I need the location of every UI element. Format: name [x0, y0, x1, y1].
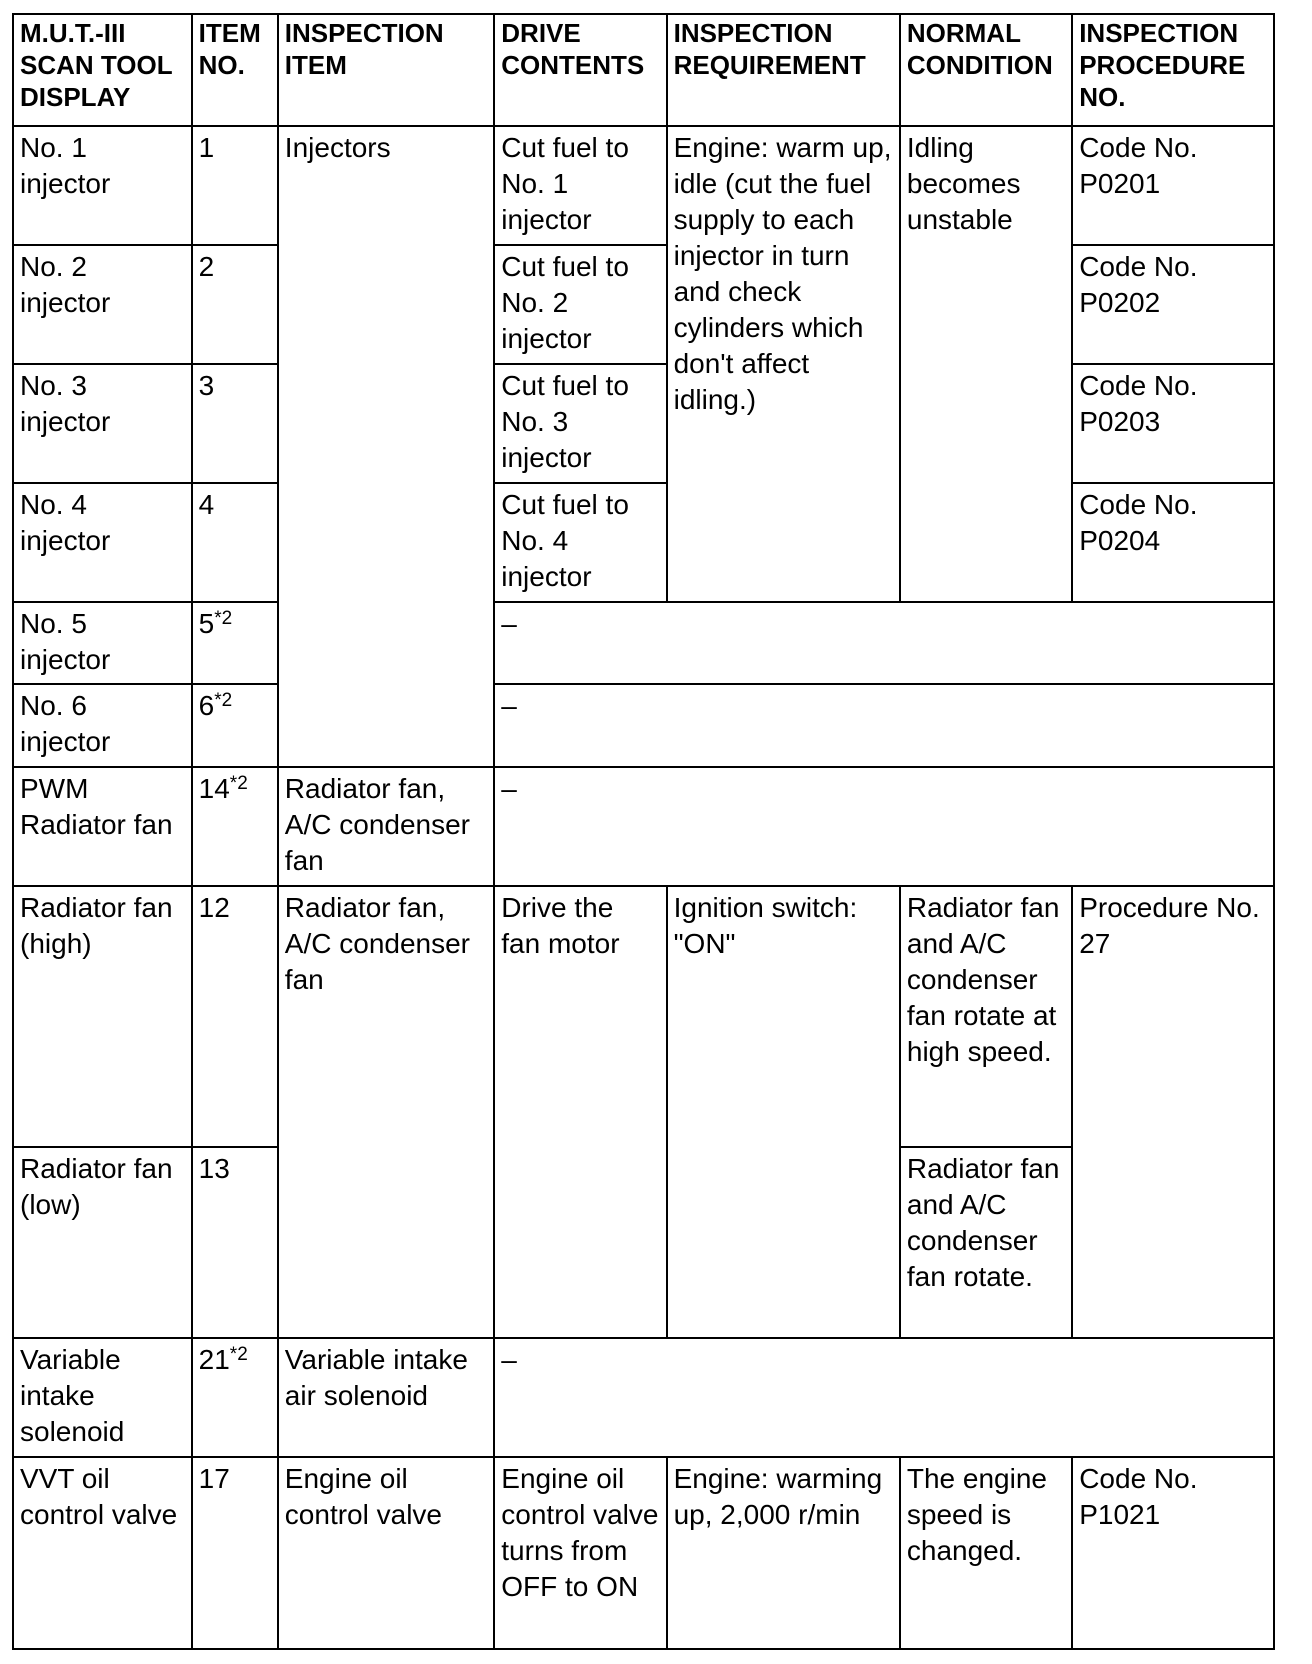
item-no-cell: 3 — [192, 364, 278, 483]
item-no-cell: 12 — [192, 886, 278, 1147]
normal-condition-cell: Idling becomes unstable — [900, 126, 1072, 602]
item-no-cell — [192, 767, 278, 886]
procedure-cell: Code No. P0203 — [1072, 364, 1274, 483]
inspection-item-cell: Variable intake air solenoid — [278, 1338, 494, 1457]
inspection-item-cell: Radiator fan, A/C condenser fan — [278, 886, 494, 1338]
footnote-mark: *2 — [214, 608, 233, 630]
procedure-cell: Code No. P0204 — [1072, 483, 1274, 602]
item-no-cell — [192, 602, 278, 684]
item-no-cell — [192, 684, 278, 766]
drive-cell: Cut fuel to No. 1 injector — [494, 126, 666, 245]
display-cell: Radiator fan (high) — [13, 886, 192, 1147]
normal-condition-cell: Radiator fan and A/C condenser fan rotate. — [900, 1147, 1072, 1338]
table-row — [13, 245, 1274, 364]
drive-cell: Engine oil control valve turns from OFF to ON — [494, 1457, 666, 1649]
table-row — [13, 1338, 1274, 1457]
item-no-cell: 1 — [192, 126, 278, 245]
footnote-mark: *2 — [229, 1343, 248, 1365]
display-cell: PWM Radiator fan — [13, 767, 192, 886]
display-cell: VVT oil control valve — [13, 1457, 192, 1649]
footnote-mark: *2 — [229, 772, 248, 794]
inspection-item-cell: Radiator fan, A/C condenser fan — [278, 767, 494, 886]
procedure-cell: Code No. P0202 — [1072, 245, 1274, 364]
item-no-cell: 4 — [192, 483, 278, 602]
header-normal-condition: NORMAL CONDITION — [900, 14, 1072, 126]
header-drive-contents: DRIVE CONTENTS — [494, 14, 666, 126]
inspection-requirement-cell: Engine: warming up, 2,000 r/min — [667, 1457, 900, 1649]
header-item-no: ITEM NO. — [192, 14, 278, 126]
item-no-cell — [192, 1338, 278, 1457]
drive-cell: Cut fuel to No. 3 injector — [494, 364, 666, 483]
table-row — [13, 126, 1274, 245]
not-applicable-cell: – — [494, 767, 1274, 886]
table-row — [13, 684, 1274, 766]
not-applicable-cell: – — [494, 602, 1274, 684]
normal-condition-cell: Radiator fan and A/C condenser fan rotate at high speed. — [900, 886, 1072, 1147]
header-inspection-requirement: INSPECTION REQUIREMENT — [667, 14, 900, 126]
not-applicable-cell: – — [494, 1338, 1274, 1457]
table-row — [13, 364, 1274, 483]
item-no-cell: 17 — [192, 1457, 278, 1649]
display-cell: No. 1 injector — [13, 126, 192, 245]
header-scan-tool-display: M.U.T.-III SCAN TOOL DISPLAY — [13, 14, 192, 126]
not-applicable-cell: – — [494, 684, 1274, 766]
footnote-mark: *2 — [214, 690, 233, 712]
display-cell: No. 4 injector — [13, 483, 192, 602]
inspection-requirement-cell: Engine: warm up, idle (cut the fuel supply to each injector in turn and check cylinders which don't affect idling.) — [667, 126, 900, 602]
item-no-cell: 2 — [192, 245, 278, 364]
item-no-value: 5 — [198, 608, 215, 640]
item-no-cell: 13 — [192, 1147, 278, 1338]
inspection-requirement-cell: Ignition switch: "ON" — [667, 886, 900, 1338]
display-cell: No. 6 injector — [13, 684, 192, 766]
table-row — [13, 602, 1274, 684]
item-no-value: 6 — [198, 690, 215, 722]
item-no-value: 21 — [198, 1343, 230, 1375]
procedure-cell: Procedure No. 27 — [1072, 886, 1274, 1338]
drive-cell: Cut fuel to No. 4 injector — [494, 483, 666, 602]
header-inspection-item: INSPECTION ITEM — [278, 14, 494, 126]
table-row — [13, 483, 1274, 602]
procedure-cell: Code No. P0201 — [1072, 126, 1274, 245]
display-cell: No. 5 injector — [13, 602, 192, 684]
header-procedure-no: INSPECTION PROCEDURE NO. — [1072, 14, 1274, 126]
table-row — [13, 767, 1274, 886]
drive-cell: Cut fuel to No. 2 injector — [494, 245, 666, 364]
header-row — [13, 14, 1274, 126]
inspection-item-cell: Engine oil control valve — [278, 1457, 494, 1649]
normal-condition-cell: The engine speed is changed. — [900, 1457, 1072, 1649]
item-no-value: 14 — [198, 772, 230, 804]
display-cell: Variable intake solenoid — [13, 1338, 192, 1457]
display-cell: No. 2 injector — [13, 245, 192, 364]
display-cell: Radiator fan (low) — [13, 1147, 192, 1338]
drive-cell: Drive the fan motor — [494, 886, 666, 1338]
table-row — [13, 1457, 1274, 1649]
table-row — [13, 886, 1274, 1147]
inspection-item-cell: Injectors — [278, 126, 494, 767]
inspection-table — [12, 13, 1275, 1650]
display-cell: No. 3 injector — [13, 364, 192, 483]
procedure-cell: Code No. P1021 — [1072, 1457, 1274, 1649]
